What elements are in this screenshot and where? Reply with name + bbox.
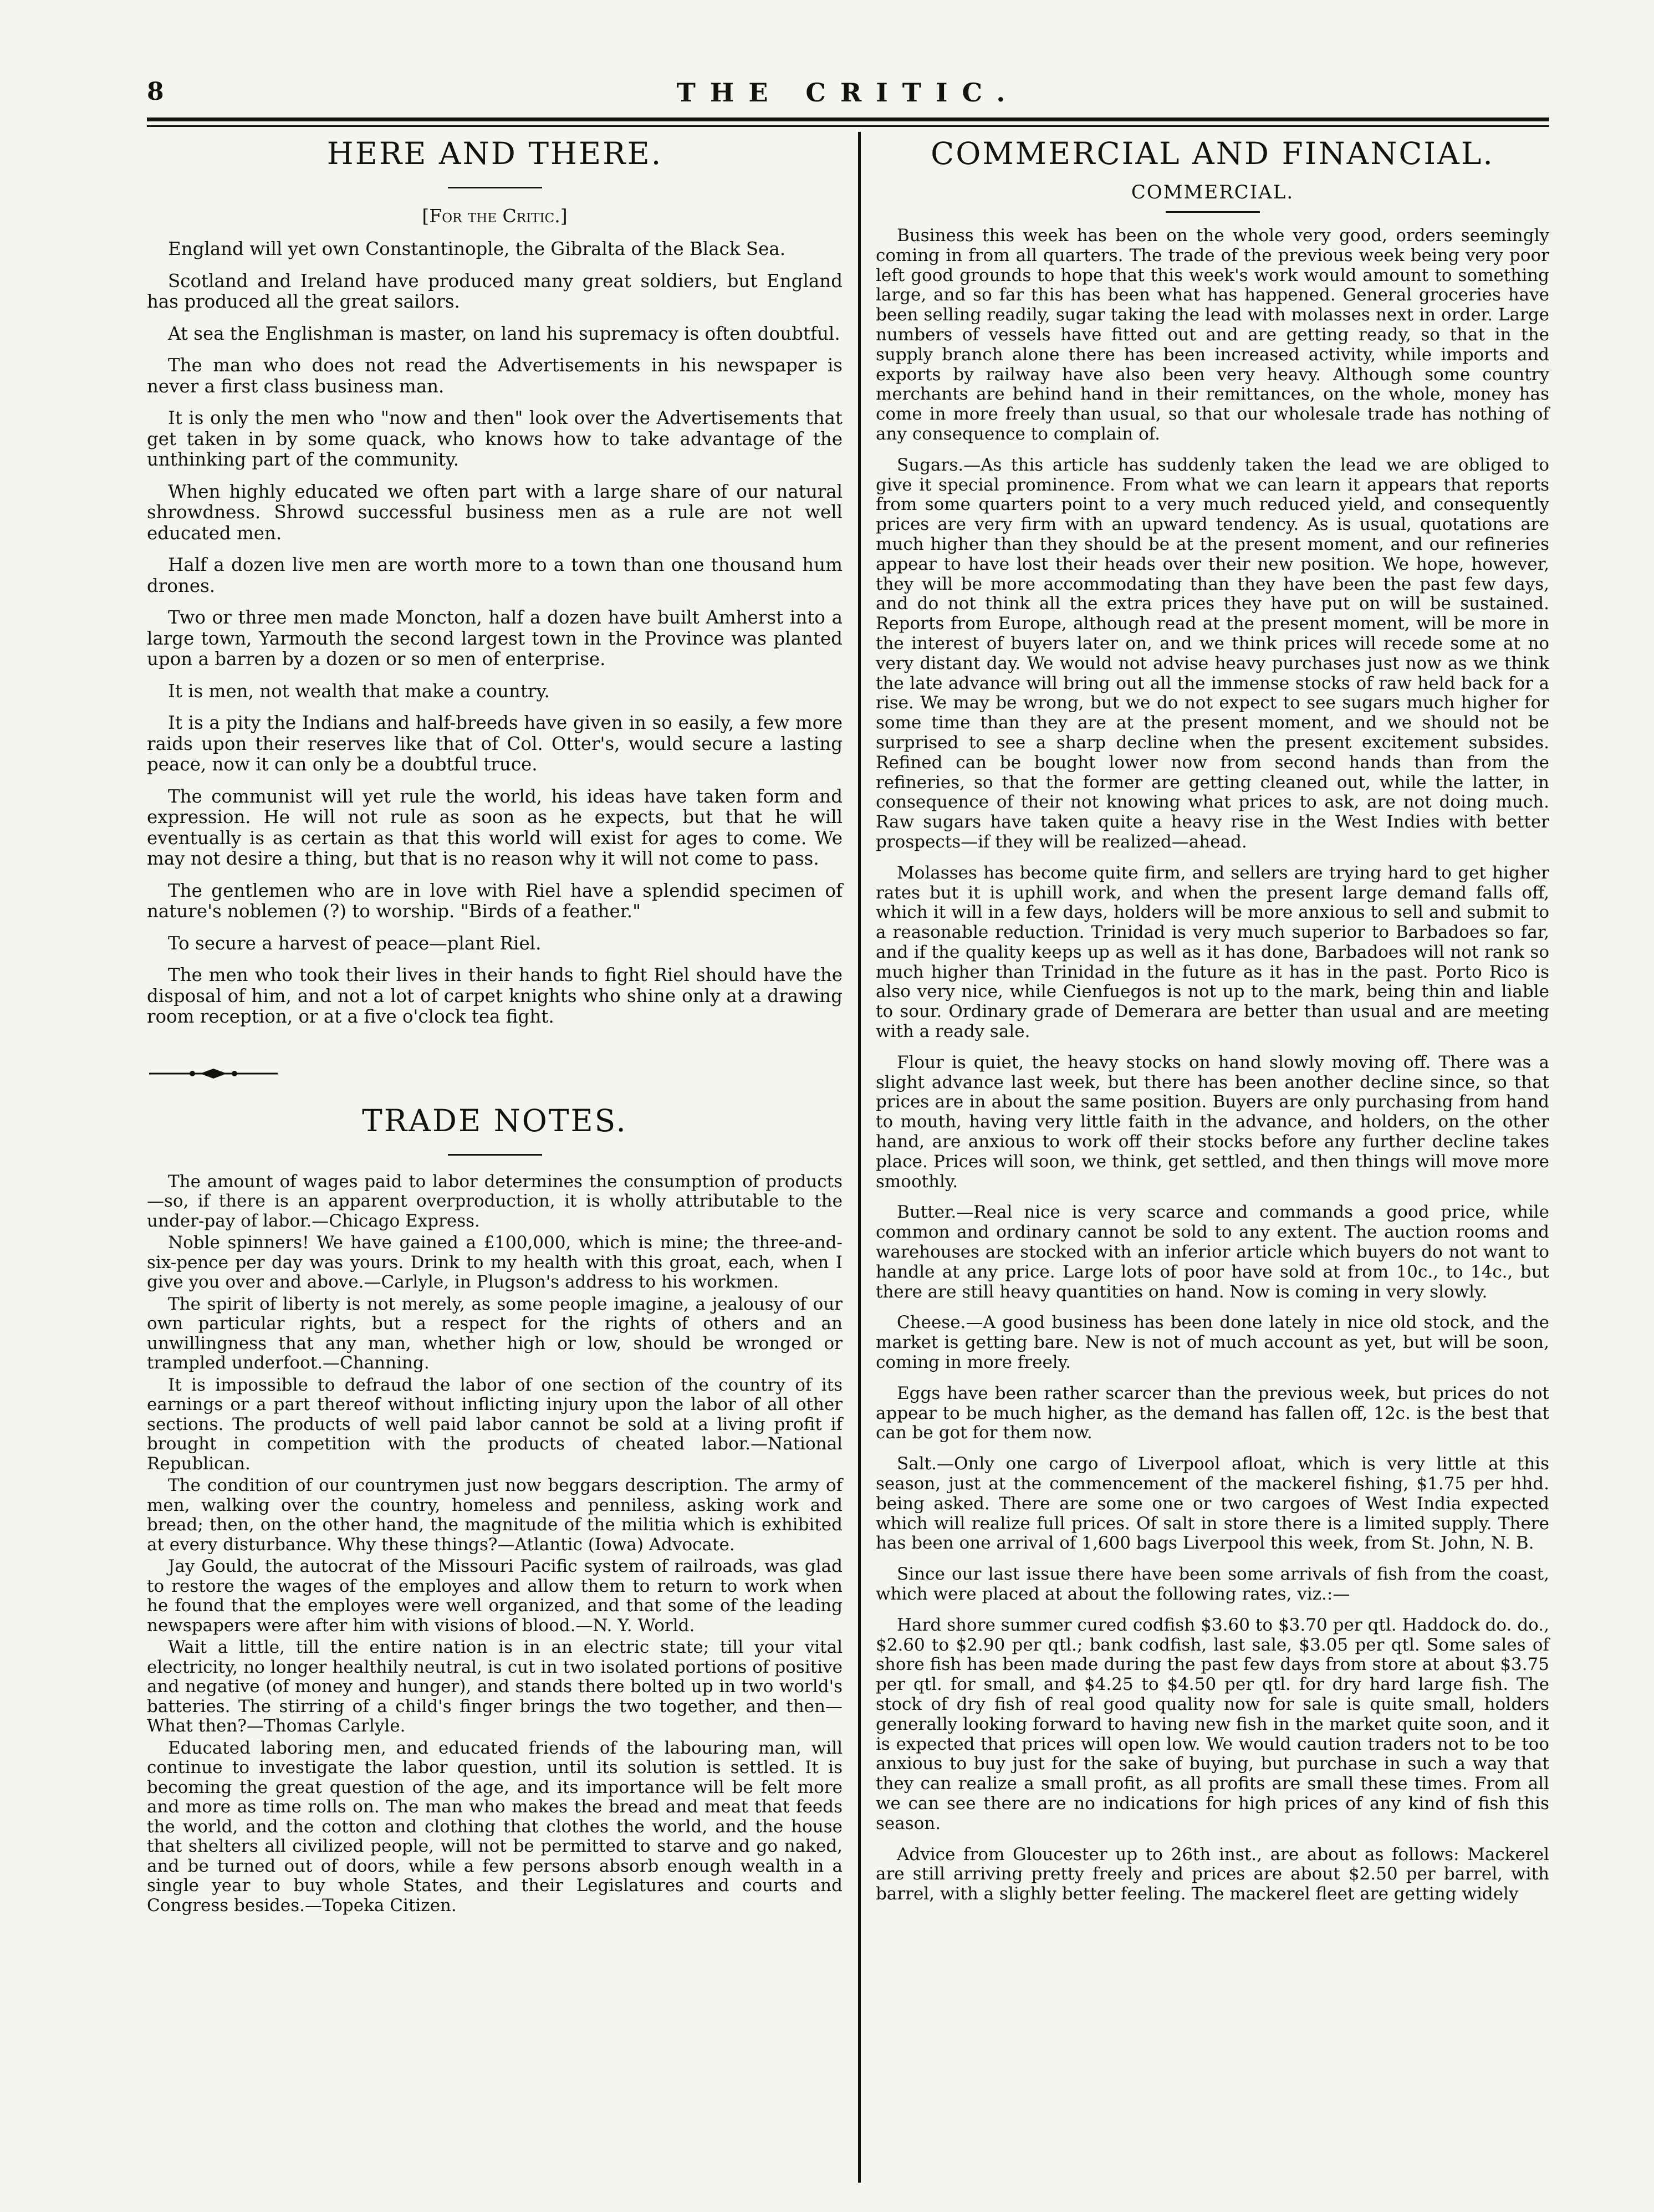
section-title-here-and-there: HERE AND THERE. — [326, 136, 663, 171]
trade-notes-body — [147, 1172, 843, 1916]
paragraph: When highly educated we often part with a large share of our natural shrowdness. Shrowd successful business men as a rule are not well educated men. — [147, 481, 843, 544]
section-title-trade-notes: TRADE NOTES. — [362, 1102, 627, 1138]
masthead: THE CRITIC. — [676, 78, 1020, 108]
paragraph: The man who does not read the Advertisements in his newspaper is never a first class business man. — [147, 355, 843, 397]
paragraph: Noble spinners! We have gained a £100,000, which is mine; the three-and-six-pence per day was yours. Drink to my health with this groat, each, when I give you over and above.—Carlyle, in Plugson's address to his workmen. — [147, 1233, 843, 1292]
section-title-commercial-and-financial: COMMERCIAL AND FINANCIAL. — [931, 136, 1494, 171]
section-rule — [448, 1154, 542, 1156]
header-rule-thin — [147, 125, 1549, 127]
commercial-body — [876, 226, 1549, 1904]
paragraph: Half a dozen live men are worth more to a town than one thousand hum drones. — [147, 554, 843, 596]
paragraph: Jay Gould, the autocrat of the Missouri Pacific system of railroads, was glad to restore the wages of the employes and allow them to return to work when he found that the employes were well organized, and that some of the leading newspapers were after him with visions of blood.—N. Y. World. — [147, 1556, 843, 1636]
page-number: 8 — [147, 78, 164, 106]
paragraph: Wait a little, till the entire nation is in an electric state; till your vital electricity, no longer healthily neutral, is cut in two isolated portions of positive and negative (of money and hunger), and stands there bolted up in two world's batteries. The stirring of a child's finger brings the two together, and then—What then?—Thomas Carlyle. — [147, 1637, 843, 1736]
paragraph: Business this week has been on the whole very good, orders seemingly coming in from all quarters. The trade of the previous week being very poor left good grounds to hope that this week's work would amount to something large, and so far this has been what has happened. General groceries have been selling readily, sugar taking the lead with molasses next in order. Large numbers of vessels have fitted out and are getting ready, so that in the supply branch alone there has been increased activity, while imports and exports by railway have also been very heavy. Although some country merchants are behind hand in their remittances, on the whole, money has come in more freely than usual, so that our wholesale trade has nothing of any consequence to complain of. — [876, 226, 1549, 444]
paragraph: Butter.—Real nice is very scarce and commands a good price, while common and ordinary cannot be sold to any extent. The auction rooms and warehouses are stocked with an inferior article which buyers do not want to handle at any price. Large lots of poor have sold at from 10c., to 14c., but there are still heavy quantities on hand. Now is coming in very slowly. — [876, 1202, 1549, 1302]
paragraph: Hard shore summer cured codfish $3.60 to $3.70 per qtl. Haddock do. do., $2.60 to $2.90 per qtl.; bank codfish, last sale, $3.05 per qtl. Some sales of shore fish has been made during the past few days from store at about $3.75 per qtl. for small, and $4.25 to $4.50 per qtl. for dry hard large fish. The stock of dry fish of real good quality now for sale is quite small, holders generally looking forward to having new fish in the market quite soon, and it is expected that prices will open low. We would caution traders not to be too anxious to buy just for the sake of buying, but purchase in such a way that they can realize a small profit, as all profits are small these times. From all we can see there are no indications for high prices of any kind of fish this season. — [876, 1615, 1549, 1833]
paragraph: It is impossible to defraud the labor of one section of the country of its earnings or a part thereof without inflicting injury upon the labor of all other sections. The products of well paid labor cannot be sold at a living profit if brought in competition with the products of cheated labor.—National Republican. — [147, 1375, 843, 1474]
paragraph: The spirit of liberty is not merely, as some people imagine, a jealousy of our own particular rights, but a respect for the rights of others and an unwillingness that any man, whether high or low, should be wronged or trampled underfoot.—Channing. — [147, 1294, 843, 1373]
paragraph: The gentlemen who are in love with Riel have a splendid specimen of nature's noblemen (?) to worship. "Birds of a feather." — [147, 880, 843, 922]
paragraph: Molasses has become quite firm, and sellers are trying hard to get higher rates but it is uphill work, and when the present large demand falls off, which it will in a few days, holders will be more anxious to sell and submit to a reasonable reduction. Trinidad is very much superior to Barbadoes so far, and if the quality keeps up as well as it has done, Barbadoes will not rank so much higher than Trinidad in the future as it has in the past. Porto Rico is also very nice, while Cienfuegos is not up to the mark, being thin and liable to sour. Ordinary grade of Demerara are better than usual and are meeting with a ready sale. — [876, 862, 1549, 1042]
byline: [For the Critic.] — [422, 205, 568, 227]
paragraph: Advice from Gloucester up to 26th inst., are about as follows: Mackerel are still arriving pretty freely and prices are about $2.50 per barrel, with barrel, with a slighly better feeling. The mackerel fleet are getting widely — [876, 1844, 1549, 1904]
section-rule — [1166, 211, 1260, 213]
paragraph: Cheese.—A good business has been done lately in nice old stock, and the market is getting bare. New is not of much account as yet, but will be soon, coming in more freely. — [876, 1312, 1549, 1373]
section-rule — [448, 187, 542, 188]
paragraph: Sugars.—As this article has suddenly taken the lead we are obliged to give it special prominence. From what we can learn it appears that reports from some quarters point to a very much reduced yield, and consequently prices are very firm with an upward tendency. As is usual, quotations are much higher than they should be at the present moment, and our refineries appear to have lost their heads over their new position. We hope, however, they will be more accommodating than they have been the past few days, and do not think all the extra prices they have put on will be sustained. Reports from Europe, although read at the present moment, will be more in the interest of buyers later on, and we think prices will recede some at no very distant day. We would not advise heavy purchases just now as we think the late advance will bring out all the immense stocks of raw held back for a rise. We may be wrong, but we do not expect to see sugars much higher for some time than they are at the present moment, and we should not be surprised to see a sharp decline when the present excitement subsides. Refined can be bought lower now from second hands than from the refineries, so that the former are getting cleaned out, while the latter, in consequence of their not knowing what prices to ask, are not doing much. Raw sugars have taken quite a heavy rise in the West Indies with better prospects—if they will be realized—ahead. — [876, 454, 1549, 852]
paragraph: Eggs have been rather scarcer than the previous week, but prices do not appear to be much higher, as the demand has fallen off, 12c. is the best that can be got for them now. — [876, 1383, 1549, 1443]
paragraph: The condition of our countrymen just now beggars description. The army of men, walking over the country, homeless and penniless, asking work and bread; then, on the other hand, the magnitude of the militia which is exhibited at every disturbance. Why these things?—Atlantic (Iowa) Advocate. — [147, 1475, 843, 1555]
paragraph: Educated laboring men, and educated friends of the labouring man, will continue to investigate the labor question, until its solution is settled. It is becoming the great question of the age, and its importance will be felt more and more as time rolls on. The man who makes the bread and meat that feeds the world, and the cotton and clothing that clothes the world, and the house that shelters all civilized people, will not be permitted to starve and go naked, and be turned out of doors, while a few persons absorb enough wealth in a single year to buy whole States, and their Legislatures and courts and Congress besides.—Topeka Citizen. — [147, 1738, 843, 1915]
right-column — [876, 136, 1549, 1915]
left-column — [147, 136, 843, 1918]
paragraph: Flour is quiet, the heavy stocks on hand slowly moving off. There was a slight advance last week, but there has been another decline since, so that prices are in about the same position. Buyers are only purchasing from hand to mouth, having very little faith in the advance, and holders, on the other hand, are anxious to work off their stocks before any further decline takes place. Prices will soon, we think, get settled, and then things will move more smoothly. — [876, 1052, 1549, 1192]
ornament-divider — [147, 1067, 280, 1080]
paragraph: The amount of wages paid to labor determines the consumption of products—so, if there is an apparent overproduction, it is wholly attributable to the under-pay of labor.—Chicago Express. — [147, 1171, 843, 1231]
paragraph: Two or three men made Moncton, half a dozen have built Amherst into a large town, Yarmouth the second largest town in the Province was planted upon a barren by a dozen or so men of enterprise. — [147, 607, 843, 670]
paragraph: Since our last issue there have been some arrivals of fish from the coast, which were placed at about the following rates, viz.:— — [876, 1564, 1549, 1604]
paragraph: It is men, not wealth that make a country. — [168, 680, 550, 702]
paragraph: To secure a harvest of peace—plant Riel. — [168, 932, 542, 954]
column-divider — [858, 132, 861, 2183]
header-rule-thick — [147, 118, 1549, 121]
paragraph: The men who took their lives in their hands to fight Riel should have the disposal of him, and not a lot of carpet knights who shine only at a drawing room reception, or at a five o'clock tea fight. — [147, 964, 843, 1027]
paragraph: Salt.—Only one cargo of Liverpool afloat, which is very little at this season, just at the commencement of the mackerel fishing, $1.75 per hhd. being asked. There are some one or two cargoes of West India expected which will realize full prices. Of salt in store there is a limited supply. There has been one arrival of 1,600 bags Liverpool this week, from St. John, N. B. — [876, 1454, 1549, 1554]
paragraph: England will yet own Constantinople, the Gibralta of the Black Sea. — [168, 238, 786, 259]
paragraph: It is a pity the Indians and half-breeds have given in so easily, a few more raids upon their reserves like that of Col. Otter's, would secure a lasting peace, now it can only be a doubtful truce. — [147, 712, 843, 775]
paragraph: At sea the Englishman is master, on land his supremacy is often doubtful. — [168, 323, 840, 344]
section-subtitle: COMMERCIAL. — [1131, 181, 1294, 203]
paragraph: It is only the men who "now and then" look over the Advertisements that get taken in by some quack, who knows how to take advantage of the unthinking part of the community. — [147, 407, 843, 470]
paragraph: The communist will yet rule the world, his ideas have taken form and expression. He will not rule as soon as he expects, but that he will eventually is as certain as that this world will exist for ages to come. We may not desire a thing, but that is no reason why it will not come to pass. — [147, 785, 843, 869]
paragraph: Scotland and Ireland have produced many great soldiers, but England has produced all the great sailors. — [147, 270, 843, 312]
page-header — [147, 78, 1549, 111]
here-and-there-body — [147, 239, 843, 1028]
